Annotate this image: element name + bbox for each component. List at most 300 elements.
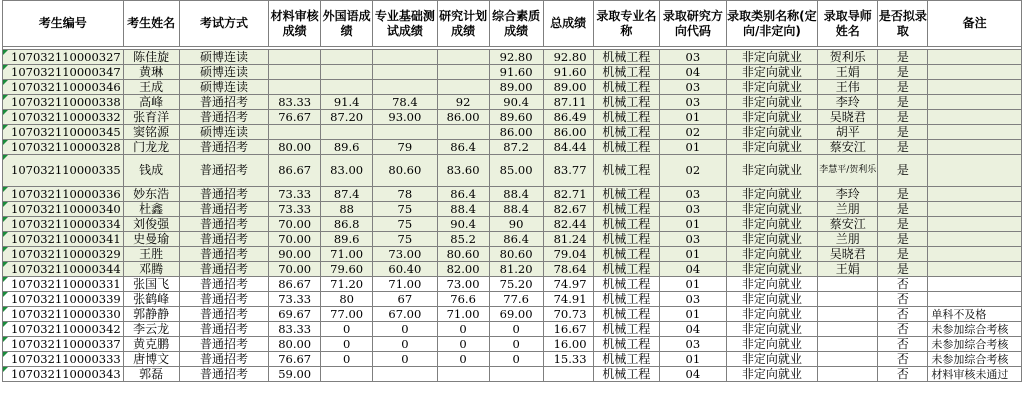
cell-candidate-id: 107032110000332 (3, 110, 124, 125)
cell-exam-mode: 硕博连读 (179, 65, 268, 80)
cell-exam-mode: 普通招考 (179, 110, 268, 125)
cell-direction-code: 04 (660, 65, 727, 80)
cell-remark (928, 155, 1022, 187)
cell-comprehensive-score: 90.4 (489, 95, 543, 110)
cell-foreign-language-score: 77.00 (321, 307, 373, 322)
cell-candidate-id: 107032110000331 (3, 277, 124, 292)
cell-supervisor: 王娟 (818, 65, 878, 80)
table-row (3, 262, 1022, 277)
cell-admitted-flag: 否 (878, 322, 928, 337)
cell-candidate-id: 107032110000345 (3, 125, 124, 140)
cell-direction-code: 04 (660, 262, 727, 277)
cell-research-plan-score: 88.4 (437, 202, 489, 217)
cell-admitted-flag: 是 (878, 140, 928, 155)
cell-candidate-id: 107032110000328 (3, 140, 124, 155)
cell-admission-category: 非定向就业 (726, 337, 818, 352)
cell-admission-category: 非定向就业 (726, 155, 818, 187)
cell-major-basic-score: 80.60 (373, 155, 437, 187)
cell-material-score: 76.67 (269, 110, 321, 125)
cell-total-score: 74.97 (543, 277, 593, 292)
cell-remark (928, 277, 1022, 292)
cell-material-score: 76.67 (269, 352, 321, 367)
cell-major-basic-score: 93.00 (373, 110, 437, 125)
cell-exam-mode: 普通招考 (179, 202, 268, 217)
cell-major-basic-score: 67 (373, 292, 437, 307)
cell-direction-code: 01 (660, 352, 727, 367)
cell-remark (928, 80, 1022, 95)
cell-direction-code: 04 (660, 322, 727, 337)
cell-total-score: 87.11 (543, 95, 593, 110)
cell-comprehensive-score (489, 367, 543, 382)
cell-exam-mode: 普通招考 (179, 140, 268, 155)
cell-research-plan-score: 0 (437, 322, 489, 337)
cell-remark (928, 140, 1022, 155)
cell-admission-category: 非定向就业 (726, 352, 818, 367)
cell-admitted-flag: 是 (878, 262, 928, 277)
cell-candidate-id: 107032110000335 (3, 155, 124, 187)
cell-admission-category: 非定向就业 (726, 140, 818, 155)
cell-candidate-name: 李云龙 (123, 322, 179, 337)
table-row (3, 155, 1022, 187)
cell-total-score: 16.00 (543, 337, 593, 352)
cell-supervisor (818, 307, 878, 322)
cell-material-score: 73.33 (269, 292, 321, 307)
cell-foreign-language-score (321, 65, 373, 80)
cell-candidate-name: 张育洋 (123, 110, 179, 125)
table-row (3, 217, 1022, 232)
table-row (3, 247, 1022, 262)
cell-direction-code: 01 (660, 140, 727, 155)
cell-foreign-language-score: 79.60 (321, 262, 373, 277)
cell-material-score: 83.33 (269, 322, 321, 337)
cell-candidate-id: 107032110000342 (3, 322, 124, 337)
cell-foreign-language-score: 0 (321, 322, 373, 337)
cell-research-plan-score: 86.00 (437, 110, 489, 125)
cell-foreign-language-score: 89.6 (321, 232, 373, 247)
cell-candidate-name: 郭磊 (123, 367, 179, 382)
cell-admission-category: 非定向就业 (726, 110, 818, 125)
cell-exam-mode: 普通招考 (179, 217, 268, 232)
cell-exam-mode: 硕博连读 (179, 125, 268, 140)
cell-total-score: 89.00 (543, 80, 593, 95)
cell-admission-category: 非定向就业 (726, 247, 818, 262)
cell-exam-mode: 普通招考 (179, 307, 268, 322)
cell-candidate-id: 107032110000347 (3, 65, 124, 80)
cell-supervisor: 李慧平/贺利乐 (818, 155, 878, 187)
cell-direction-code: 01 (660, 217, 727, 232)
cell-major-basic-score: 75 (373, 217, 437, 232)
cell-research-plan-score: 86.4 (437, 140, 489, 155)
cell-comprehensive-score: 89.00 (489, 80, 543, 95)
cell-comprehensive-score: 75.20 (489, 277, 543, 292)
cell-remark (928, 247, 1022, 262)
cell-remark (928, 187, 1022, 202)
cell-exam-mode: 普通招考 (179, 262, 268, 277)
cell-total-score: 83.77 (543, 155, 593, 187)
table-header (3, 1, 1022, 50)
cell-foreign-language-score: 71.00 (321, 247, 373, 262)
header-cell: 录取专业名称 (593, 1, 660, 47)
cell-foreign-language-score: 71.20 (321, 277, 373, 292)
cell-total-score: 81.24 (543, 232, 593, 247)
cell-foreign-language-score: 87.20 (321, 110, 373, 125)
cell-direction-code: 01 (660, 277, 727, 292)
cell-major-name: 机械工程 (593, 95, 660, 110)
cell-admission-category: 非定向就业 (726, 65, 818, 80)
cell-comprehensive-score: 86.4 (489, 232, 543, 247)
cell-candidate-name: 王成 (123, 80, 179, 95)
cell-material-score (269, 80, 321, 95)
cell-direction-code: 02 (660, 125, 727, 140)
cell-admission-category: 非定向就业 (726, 202, 818, 217)
cell-total-score: 15.33 (543, 352, 593, 367)
cell-direction-code: 03 (660, 337, 727, 352)
cell-remark (928, 202, 1022, 217)
table-row (3, 140, 1022, 155)
cell-research-plan-score (437, 65, 489, 80)
cell-total-score: 78.64 (543, 262, 593, 277)
cell-admission-category: 非定向就业 (726, 277, 818, 292)
cell-supervisor (818, 337, 878, 352)
cell-admitted-flag: 否 (878, 307, 928, 322)
cell-research-plan-score: 85.2 (437, 232, 489, 247)
cell-admitted-flag: 是 (878, 80, 928, 95)
cell-total-score: 84.44 (543, 140, 593, 155)
cell-candidate-id: 107032110000336 (3, 187, 124, 202)
cell-admitted-flag: 是 (878, 50, 928, 65)
table-body (3, 50, 1022, 382)
cell-candidate-name: 史曼瑜 (123, 232, 179, 247)
cell-remark: 未参加综合考核 (928, 337, 1022, 352)
cell-exam-mode: 硕博连读 (179, 50, 268, 65)
cell-supervisor (818, 292, 878, 307)
cell-foreign-language-score (321, 50, 373, 65)
cell-admission-category: 非定向就业 (726, 80, 818, 95)
cell-total-score: 86.49 (543, 110, 593, 125)
cell-remark (928, 125, 1022, 140)
cell-remark: 材料审核未通过 (928, 367, 1022, 382)
cell-foreign-language-score (321, 125, 373, 140)
cell-material-score: 69.67 (269, 307, 321, 322)
header-cell: 录取导师姓名 (818, 1, 878, 47)
cell-research-plan-score: 92 (437, 95, 489, 110)
cell-remark (928, 95, 1022, 110)
table-row (3, 80, 1022, 95)
cell-foreign-language-score: 89.6 (321, 140, 373, 155)
cell-admission-category: 非定向就业 (726, 95, 818, 110)
cell-foreign-language-score: 83.00 (321, 155, 373, 187)
cell-major-name: 机械工程 (593, 367, 660, 382)
cell-research-plan-score: 82.00 (437, 262, 489, 277)
cell-major-basic-score (373, 125, 437, 140)
cell-major-basic-score (373, 367, 437, 382)
cell-supervisor: 兰朋 (818, 232, 878, 247)
cell-research-plan-score: 83.60 (437, 155, 489, 187)
cell-candidate-name: 唐博文 (123, 352, 179, 367)
cell-remark (928, 65, 1022, 80)
cell-material-score: 86.67 (269, 277, 321, 292)
cell-candidate-name: 王胜 (123, 247, 179, 262)
cell-comprehensive-score: 77.6 (489, 292, 543, 307)
cell-total-score: 70.73 (543, 307, 593, 322)
table-row (3, 352, 1022, 367)
cell-comprehensive-score: 0 (489, 337, 543, 352)
cell-exam-mode: 普通招考 (179, 247, 268, 262)
cell-admission-category: 非定向就业 (726, 262, 818, 277)
cell-admission-category: 非定向就业 (726, 125, 818, 140)
cell-admitted-flag: 否 (878, 352, 928, 367)
cell-admitted-flag: 是 (878, 217, 928, 232)
cell-material-score: 86.67 (269, 155, 321, 187)
cell-admitted-flag: 是 (878, 247, 928, 262)
cell-comprehensive-score: 88.4 (489, 202, 543, 217)
cell-material-score (269, 50, 321, 65)
cell-comprehensive-score: 92.80 (489, 50, 543, 65)
cell-major-basic-score: 0 (373, 322, 437, 337)
cell-material-score: 70.00 (269, 232, 321, 247)
cell-major-basic-score: 78 (373, 187, 437, 202)
cell-foreign-language-score: 87.4 (321, 187, 373, 202)
cell-major-name: 机械工程 (593, 65, 660, 80)
table-row (3, 110, 1022, 125)
cell-material-score: 73.33 (269, 187, 321, 202)
cell-foreign-language-score: 0 (321, 352, 373, 367)
cell-major-basic-score: 0 (373, 337, 437, 352)
cell-supervisor (818, 352, 878, 367)
cell-major-basic-score (373, 65, 437, 80)
cell-major-name: 机械工程 (593, 50, 660, 65)
table-row (3, 125, 1022, 140)
cell-total-score: 92.80 (543, 50, 593, 65)
cell-candidate-id: 107032110000346 (3, 80, 124, 95)
cell-admission-category: 非定向就业 (726, 307, 818, 322)
table-row (3, 292, 1022, 307)
cell-admission-category: 非定向就业 (726, 232, 818, 247)
cell-major-name: 机械工程 (593, 155, 660, 187)
cell-major-name: 机械工程 (593, 110, 660, 125)
cell-exam-mode: 硕博连读 (179, 80, 268, 95)
cell-major-name: 机械工程 (593, 277, 660, 292)
cell-admitted-flag: 是 (878, 95, 928, 110)
cell-major-basic-score: 60.40 (373, 262, 437, 277)
header-cell: 总成绩 (543, 1, 593, 47)
cell-exam-mode: 普通招考 (179, 337, 268, 352)
cell-material-score: 70.00 (269, 217, 321, 232)
header-cell: 研究计划成绩 (437, 1, 489, 47)
cell-supervisor: 吴晓君 (818, 247, 878, 262)
cell-total-score: 91.60 (543, 65, 593, 80)
cell-exam-mode: 普通招考 (179, 187, 268, 202)
cell-candidate-id: 107032110000333 (3, 352, 124, 367)
cell-candidate-id: 107032110000344 (3, 262, 124, 277)
cell-total-score: 16.67 (543, 322, 593, 337)
cell-research-plan-score: 80.60 (437, 247, 489, 262)
cell-supervisor: 贺利乐 (818, 50, 878, 65)
cell-candidate-name: 陈佳旋 (123, 50, 179, 65)
cell-major-name: 机械工程 (593, 80, 660, 95)
cell-supervisor: 王伟 (818, 80, 878, 95)
cell-research-plan-score: 0 (437, 337, 489, 352)
cell-remark (928, 50, 1022, 65)
cell-major-name: 机械工程 (593, 125, 660, 140)
cell-research-plan-score: 71.00 (437, 307, 489, 322)
table-row (3, 65, 1022, 80)
cell-admitted-flag: 是 (878, 187, 928, 202)
cell-candidate-id: 107032110000340 (3, 202, 124, 217)
cell-supervisor: 李玲 (818, 95, 878, 110)
table-row (3, 187, 1022, 202)
cell-candidate-id: 107032110000329 (3, 247, 124, 262)
cell-research-plan-score (437, 125, 489, 140)
cell-candidate-name: 黄克鹏 (123, 337, 179, 352)
cell-remark (928, 217, 1022, 232)
cell-major-name: 机械工程 (593, 217, 660, 232)
cell-research-plan-score (437, 50, 489, 65)
cell-foreign-language-score (321, 80, 373, 95)
cell-admitted-flag: 否 (878, 367, 928, 382)
cell-research-plan-score: 90.4 (437, 217, 489, 232)
cell-major-basic-score: 78.4 (373, 95, 437, 110)
cell-admitted-flag: 是 (878, 65, 928, 80)
cell-material-score (269, 65, 321, 80)
cell-remark: 未参加综合考核 (928, 352, 1022, 367)
cell-candidate-name: 张国飞 (123, 277, 179, 292)
cell-comprehensive-score: 0 (489, 352, 543, 367)
cell-candidate-name: 杜鑫 (123, 202, 179, 217)
cell-direction-code: 01 (660, 247, 727, 262)
cell-foreign-language-score (321, 367, 373, 382)
cell-major-basic-score: 67.00 (373, 307, 437, 322)
cell-total-score: 86.00 (543, 125, 593, 140)
cell-exam-mode: 普通招考 (179, 155, 268, 187)
cell-exam-mode: 普通招考 (179, 367, 268, 382)
cell-candidate-id: 107032110000341 (3, 232, 124, 247)
cell-exam-mode: 普通招考 (179, 232, 268, 247)
cell-admission-category: 非定向就业 (726, 187, 818, 202)
cell-direction-code: 01 (660, 110, 727, 125)
cell-comprehensive-score: 80.60 (489, 247, 543, 262)
cell-remark: 单科不及格 (928, 307, 1022, 322)
header-cell: 考试方式 (179, 1, 268, 47)
cell-supervisor: 吴晓君 (818, 110, 878, 125)
cell-direction-code: 03 (660, 80, 727, 95)
cell-comprehensive-score: 91.60 (489, 65, 543, 80)
cell-total-score (543, 367, 593, 382)
cell-major-basic-score (373, 80, 437, 95)
cell-major-basic-score: 71.00 (373, 277, 437, 292)
cell-comprehensive-score: 69.00 (489, 307, 543, 322)
cell-supervisor: 蔡安江 (818, 140, 878, 155)
cell-candidate-name: 妙东浩 (123, 187, 179, 202)
cell-direction-code: 03 (660, 292, 727, 307)
cell-comprehensive-score: 0 (489, 322, 543, 337)
cell-direction-code: 03 (660, 232, 727, 247)
cell-comprehensive-score: 87.2 (489, 140, 543, 155)
header-cell: 材料审核成绩 (269, 1, 321, 47)
cell-candidate-id: 107032110000337 (3, 337, 124, 352)
cell-total-score: 82.67 (543, 202, 593, 217)
cell-major-name: 机械工程 (593, 247, 660, 262)
cell-major-name: 机械工程 (593, 352, 660, 367)
header-cell: 是否拟录取 (878, 1, 928, 47)
header-cell: 外国语成绩 (321, 1, 373, 47)
cell-exam-mode: 普通招考 (179, 322, 268, 337)
cell-admitted-flag: 是 (878, 125, 928, 140)
cell-supervisor: 胡平 (818, 125, 878, 140)
cell-research-plan-score: 73.00 (437, 277, 489, 292)
cell-candidate-name: 黄琳 (123, 65, 179, 80)
cell-major-basic-score: 0 (373, 352, 437, 367)
cell-candidate-name: 邓腾 (123, 262, 179, 277)
cell-admitted-flag: 是 (878, 155, 928, 187)
cell-major-name: 机械工程 (593, 232, 660, 247)
cell-direction-code: 03 (660, 202, 727, 217)
cell-supervisor (818, 367, 878, 382)
cell-direction-code: 03 (660, 50, 727, 65)
cell-total-score: 74.91 (543, 292, 593, 307)
cell-foreign-language-score: 80 (321, 292, 373, 307)
cell-material-score: 80.00 (269, 337, 321, 352)
cell-supervisor (818, 277, 878, 292)
cell-major-name: 机械工程 (593, 322, 660, 337)
cell-remark (928, 110, 1022, 125)
cell-direction-code: 02 (660, 155, 727, 187)
cell-comprehensive-score: 86.00 (489, 125, 543, 140)
cell-material-score: 83.33 (269, 95, 321, 110)
cell-comprehensive-score: 90 (489, 217, 543, 232)
cell-admission-category: 非定向就业 (726, 50, 818, 65)
cell-major-name: 机械工程 (593, 202, 660, 217)
cell-admission-category: 非定向就业 (726, 292, 818, 307)
cell-major-name: 机械工程 (593, 292, 660, 307)
table-row (3, 202, 1022, 217)
cell-foreign-language-score: 88 (321, 202, 373, 217)
cell-major-name: 机械工程 (593, 337, 660, 352)
header-cell: 考生编号 (3, 1, 124, 47)
cell-remark (928, 232, 1022, 247)
cell-major-basic-score: 75 (373, 232, 437, 247)
cell-candidate-id: 107032110000343 (3, 367, 124, 382)
cell-major-basic-score: 73.00 (373, 247, 437, 262)
cell-remark (928, 292, 1022, 307)
cell-research-plan-score: 76.6 (437, 292, 489, 307)
table-row (3, 277, 1022, 292)
cell-exam-mode: 普通招考 (179, 292, 268, 307)
cell-candidate-id: 107032110000334 (3, 217, 124, 232)
cell-total-score: 82.71 (543, 187, 593, 202)
table-row (3, 307, 1022, 322)
cell-major-name: 机械工程 (593, 140, 660, 155)
cell-exam-mode: 普通招考 (179, 95, 268, 110)
cell-admitted-flag: 否 (878, 277, 928, 292)
cell-admitted-flag: 否 (878, 292, 928, 307)
cell-candidate-id: 107032110000339 (3, 292, 124, 307)
cell-candidate-name: 高峰 (123, 95, 179, 110)
cell-major-basic-score (373, 50, 437, 65)
header-cell: 考生姓名 (123, 1, 179, 47)
cell-foreign-language-score: 86.8 (321, 217, 373, 232)
cell-admission-category: 非定向就业 (726, 367, 818, 382)
cell-total-score: 82.44 (543, 217, 593, 232)
cell-material-score: 70.00 (269, 262, 321, 277)
cell-supervisor: 蔡安江 (818, 217, 878, 232)
cell-admission-category: 非定向就业 (726, 217, 818, 232)
cell-admitted-flag: 是 (878, 110, 928, 125)
table-row (3, 367, 1022, 382)
admission-table (2, 0, 1022, 382)
cell-material-score: 80.00 (269, 140, 321, 155)
cell-direction-code: 03 (660, 187, 727, 202)
